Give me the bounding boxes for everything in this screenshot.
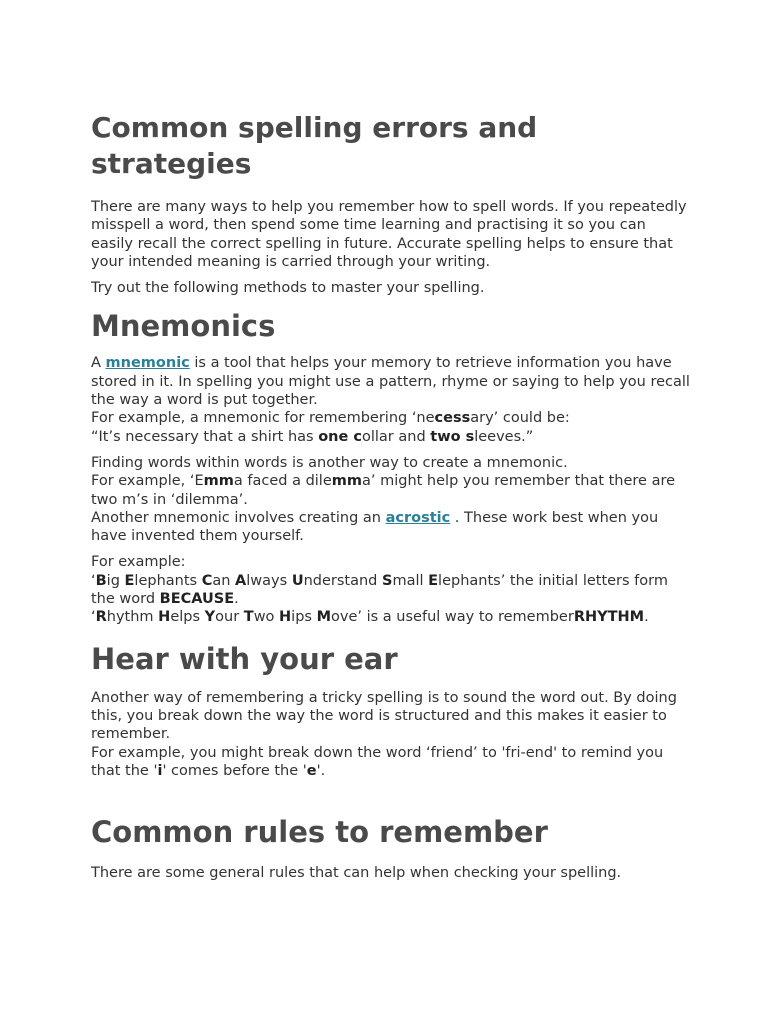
mnemonic-paragraph: A mnemonic is a tool that helps your memory to retrieve information you have stored in it. In spelling you might use a pattern, rhyme or saying to help you recall the way a word is put together. For example, a mnemonic for remembering ‘necessary’ could be: “It’s necessary that a shirt has one collar and two sleeves.” — [91, 355, 690, 445]
article — [91, 110, 691, 882]
intro-paragraph: There are many ways to help you remember how to spell words. If you repeatedly misspell a word, then spend some time learning and practising it so you can easily recall the correct spelling in future. Accurate spelling helps to ensure that your intended meaning is carried through your writing. — [91, 199, 687, 270]
section-heading-mnemonics: Mnemonics — [91, 309, 276, 344]
acrostic-examples-paragraph: For example: ‘Big Elephants Can Always Understand Small Elephants’ the initial letters form the word BECAUSE. ‘Rhythm Helps Your Two Hips Move’ is a useful way to rememberRHYTHM. — [91, 554, 668, 626]
section-heading-hear: Hear with your ear — [91, 641, 398, 676]
rules-paragraph: There are some general rules that can help when checking your spelling. — [91, 865, 622, 882]
rhythm-word: RHYTHM — [573, 609, 645, 626]
page-title: Common spelling errors and strategies — [91, 111, 538, 180]
acrostic-link[interactable]: acrostic — [385, 509, 451, 526]
section-heading-rules: Common rules to remember — [91, 815, 548, 850]
hear-paragraph: Another way of remembering a tricky spelling is to sound the word out. By doing this, you break down the way the word is structured and this makes it easier to remember. For example, you might break down the word ‘friend’ to 'fri-end' to remind you that the 'i' comes before the 'e'. — [91, 689, 677, 779]
because-word: BECAUSE — [159, 591, 235, 608]
mnemonic-link[interactable]: mnemonic — [105, 355, 190, 372]
intro-paragraph-2: Try out the following methods to master your spelling. — [91, 280, 485, 297]
words-within-words-paragraph: Finding words within words is another way to create a mnemonic. For example, ‘Emma faced a dilemma’ might help you remember that there are two m’s in ‘dilemma’. Another mnemonic involves creating an acrostic . These work best when you have invented them yourself. — [91, 454, 676, 545]
